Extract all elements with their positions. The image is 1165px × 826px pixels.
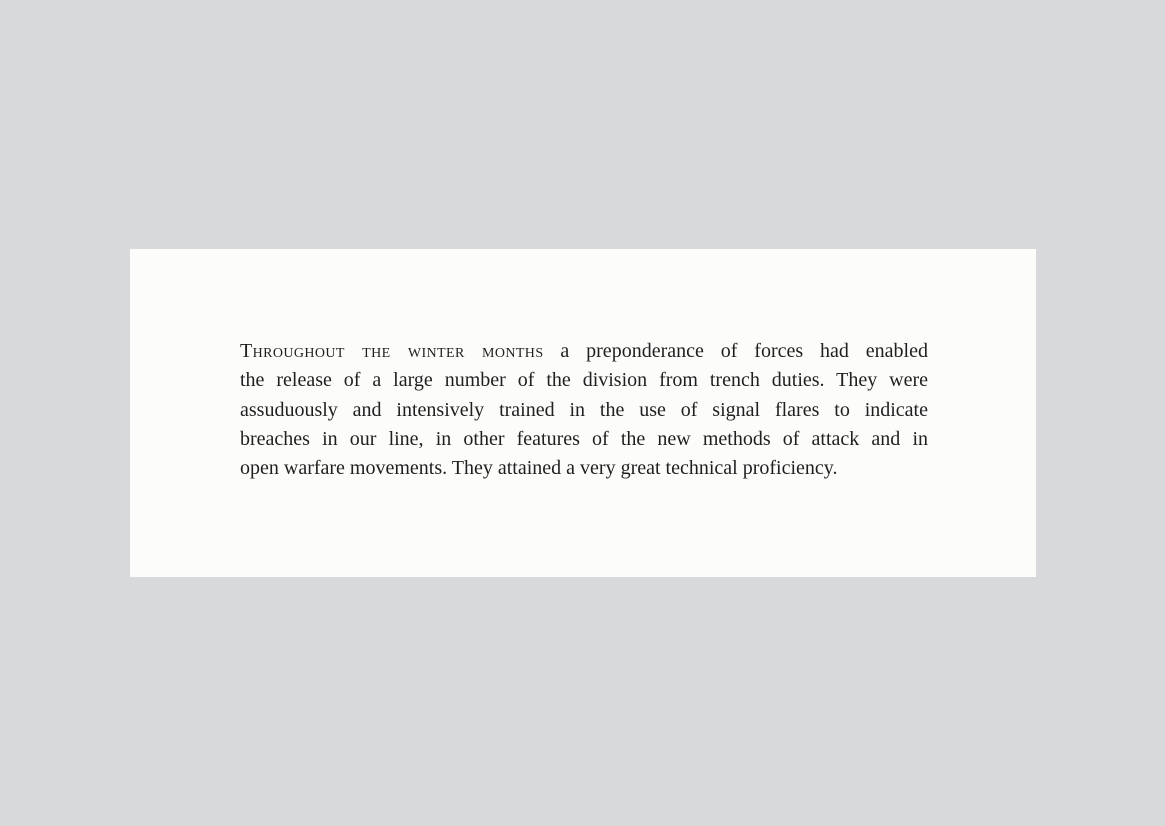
smallcaps-lead: Throughout the winter months bbox=[240, 340, 544, 362]
paragraph bbox=[130, 249, 1036, 483]
paragraph-line: the release of a large number of the division from trench duties. They were bbox=[240, 369, 928, 392]
paragraph-line: assuduously and intensively trained in the use of signal flares to indicate bbox=[240, 398, 928, 421]
paragraph-line: Throughout the winter months a preponderance of forces had enabled bbox=[240, 340, 928, 362]
paragraph-line: open warfare movements. They attained a very great technical proficiency. bbox=[240, 457, 838, 480]
paragraph-line: breaches in our line, in other features of the new methods of attack and in bbox=[240, 427, 928, 450]
document-card bbox=[130, 249, 1036, 577]
